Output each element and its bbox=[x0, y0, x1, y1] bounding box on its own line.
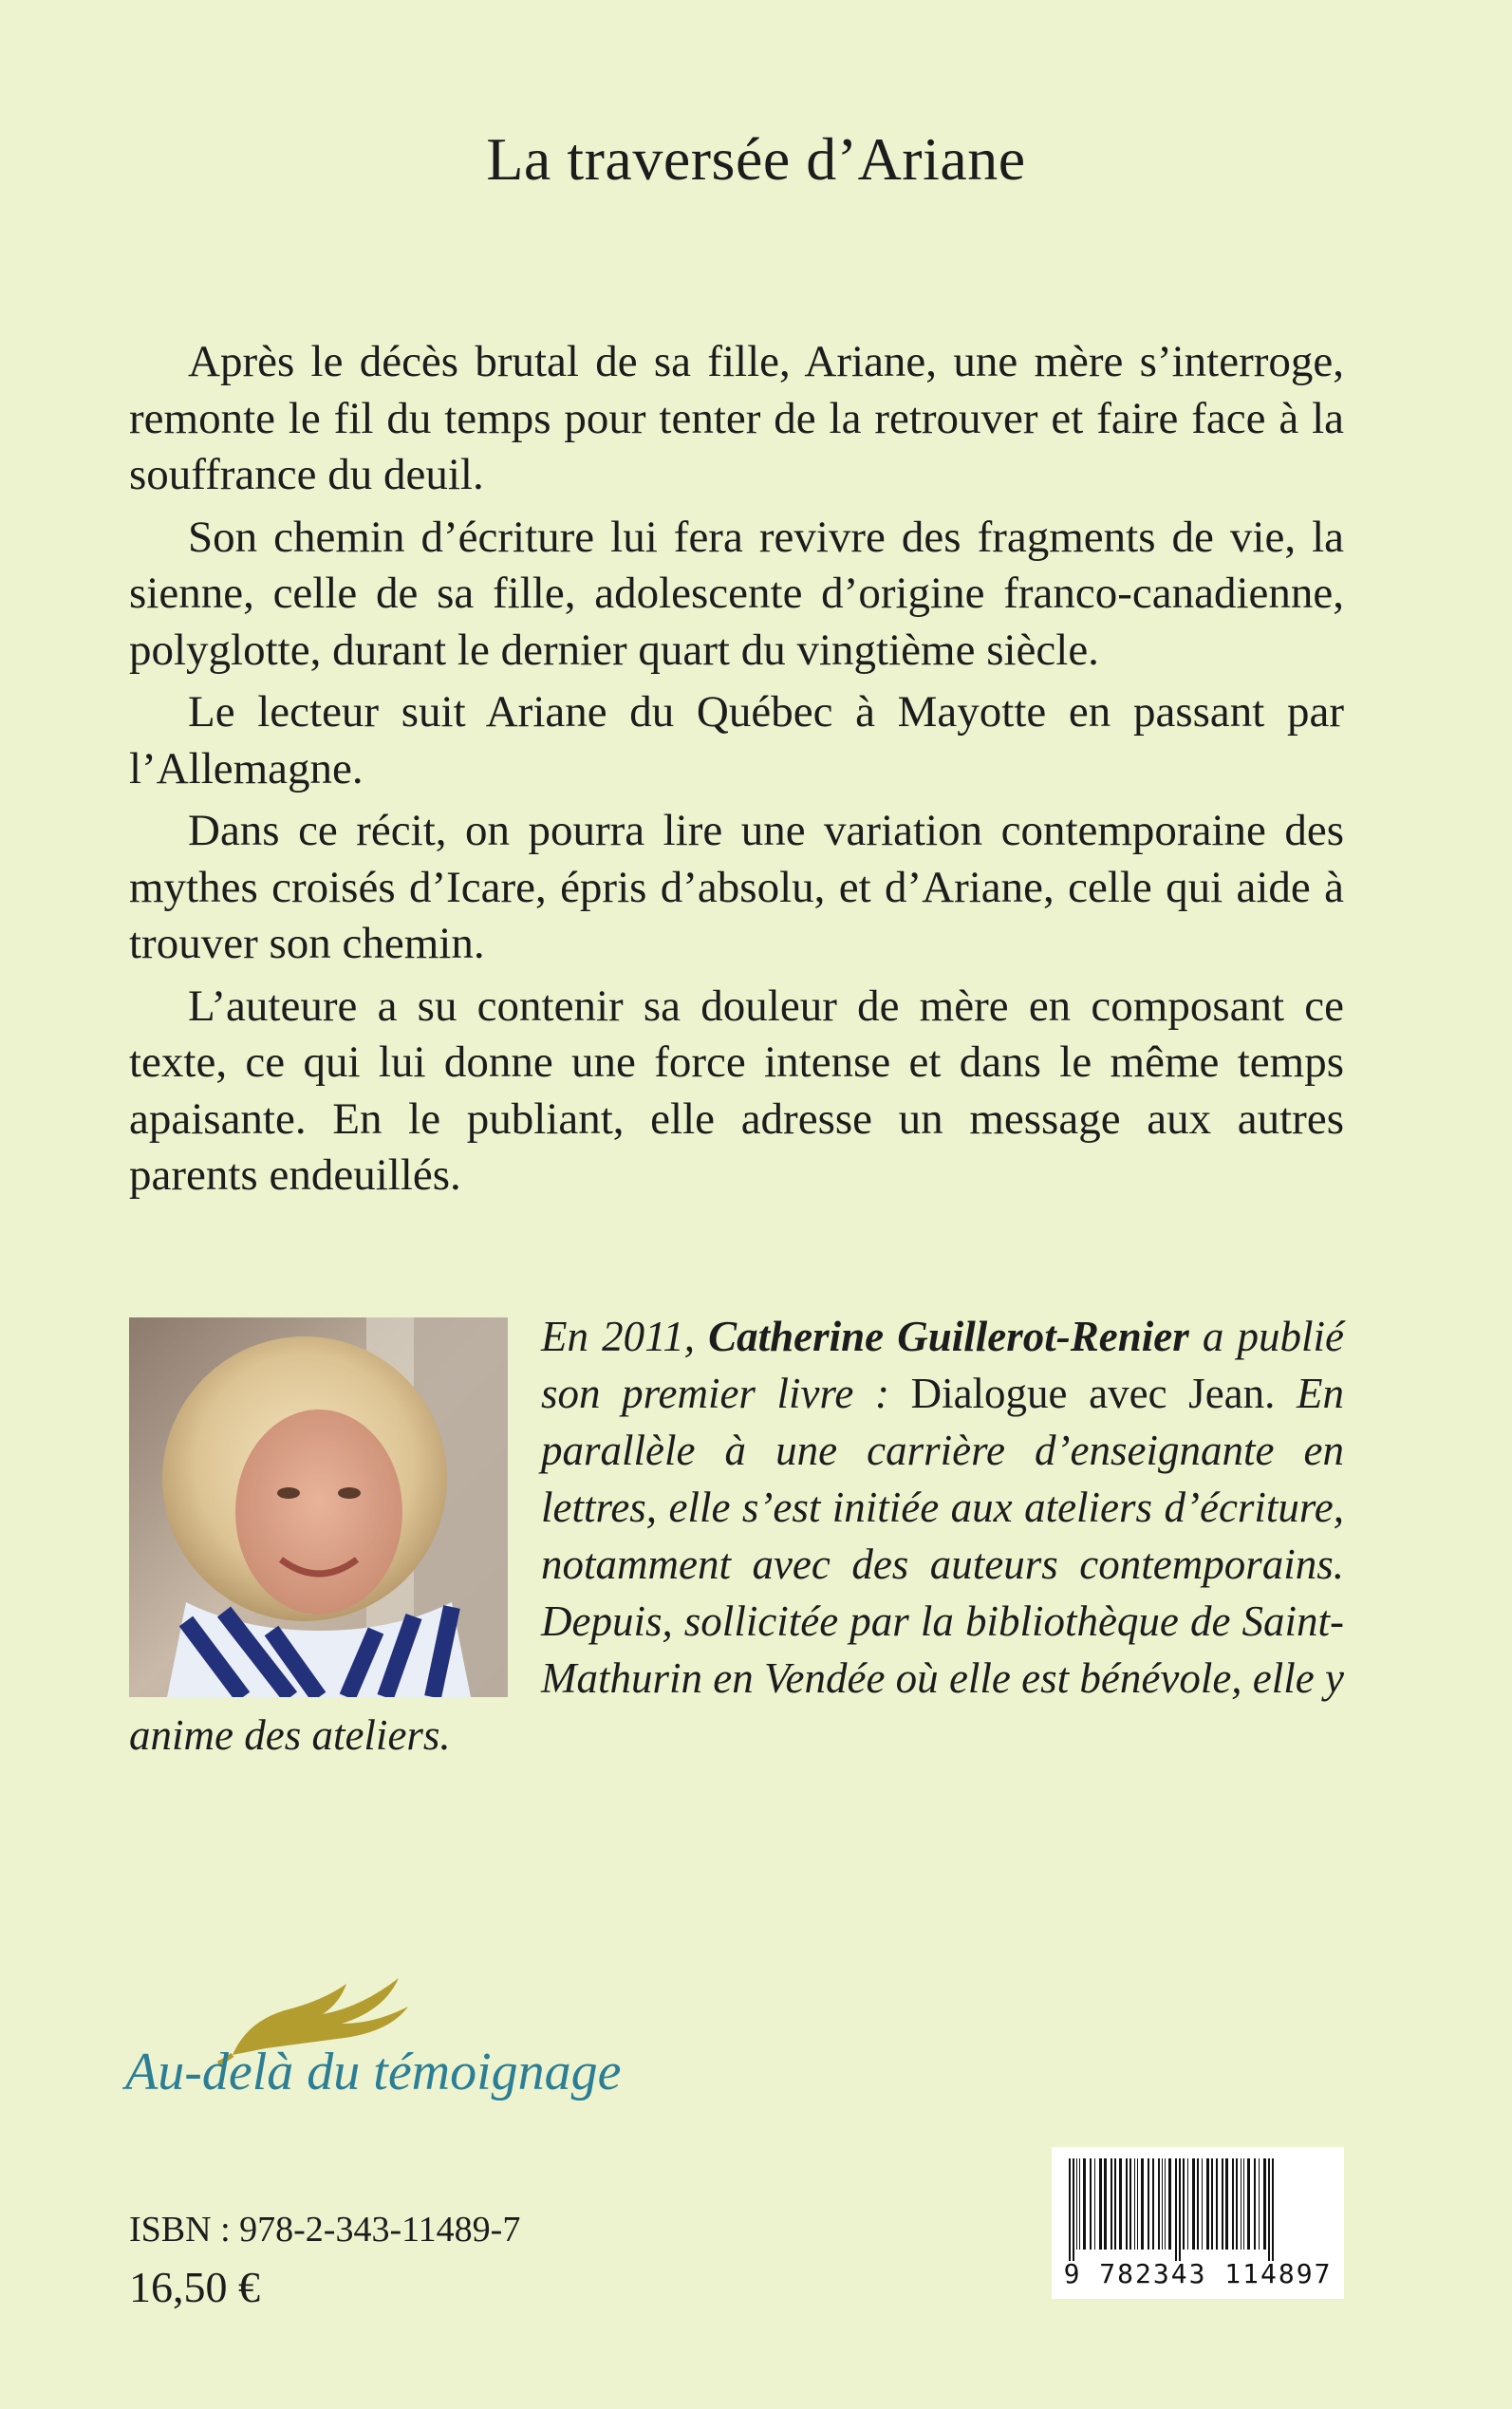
bio-intro: En 2011, bbox=[541, 1313, 709, 1360]
barcode-bar bbox=[1247, 2158, 1250, 2250]
barcode-bar bbox=[1202, 2158, 1203, 2250]
barcode-bar bbox=[1259, 2158, 1260, 2250]
barcode-digits: 9 782343 114897 bbox=[1063, 2258, 1333, 2289]
barcode-bar bbox=[1187, 2158, 1188, 2250]
barcode-bar bbox=[1073, 2158, 1074, 2261]
author-name: Catherine Guillerot-Renier bbox=[708, 1313, 1189, 1360]
collection-name: Au-delà du témoignage bbox=[125, 2043, 622, 2101]
barcode-bar bbox=[1225, 2158, 1228, 2250]
barcode-bar bbox=[1268, 2158, 1270, 2261]
barcode-bar bbox=[1069, 2158, 1071, 2261]
barcode-bar bbox=[1090, 2158, 1092, 2250]
barcode-bar bbox=[1183, 2158, 1185, 2250]
barcode-bars bbox=[1065, 2158, 1331, 2261]
barcode-bar bbox=[1206, 2158, 1209, 2250]
barcode-bar bbox=[1175, 2158, 1177, 2261]
barcode-bar bbox=[1179, 2158, 1181, 2261]
book-title: La traversée d’Ariane bbox=[486, 125, 1026, 193]
summary-paragraph: Après le décès brutal de sa fille, Ariane, une mère s’interroge, remonte le fil du temps pour tenter de la retrouver et faire face à la souffrance du deuil. bbox=[129, 337, 1344, 499]
barcode-bar bbox=[1162, 2158, 1163, 2250]
barcode-bar bbox=[1254, 2158, 1256, 2250]
barcode-bar bbox=[1165, 2158, 1166, 2250]
book-summary bbox=[129, 334, 1344, 1204]
barcode-bar bbox=[1076, 2158, 1077, 2250]
barcode-bar bbox=[1099, 2158, 1102, 2250]
collection-logo bbox=[121, 1965, 622, 2107]
barcode-bar bbox=[1216, 2158, 1218, 2250]
barcode-bar bbox=[1148, 2158, 1149, 2250]
barcode-bar bbox=[1141, 2158, 1144, 2250]
barcode-bar bbox=[1094, 2158, 1095, 2250]
barcode-bar bbox=[1243, 2158, 1244, 2250]
bio-rest: En parallèle à une carrière d’enseignante en lettres, elle s’est initiée aux ateliers d’écriture, notamment avec des auteurs contemporains. Depuis, sollicitée par la bibliothèque de Saint-Mathurin en Vendée où elle est bénévole, elle y anime des ateliers. bbox=[129, 1370, 1345, 1759]
summary-paragraph: Son chemin d’écriture lui fera revivre des fragments de vie, la sienne, celle de sa fille, adolescente d’origine franco-canadienne, polyglotte, durant le dernier quart du vingtième siècle. bbox=[129, 512, 1344, 675]
barcode bbox=[1052, 2147, 1344, 2299]
barcode-bar bbox=[1236, 2158, 1238, 2250]
barcode-bar bbox=[1083, 2158, 1086, 2250]
barcode-bar bbox=[1158, 2158, 1160, 2250]
barcode-bar bbox=[1192, 2158, 1195, 2250]
summary-paragraph: Dans ce récit, on pourra lire une variation contemporaine des mythes croisés d’Icare, épris d’absolu, et d’Ariane, celle qui aide à trouver son chemin. bbox=[129, 806, 1344, 968]
author-bio bbox=[129, 1308, 1344, 1764]
barcode-bar bbox=[1197, 2158, 1199, 2250]
summary-paragraph: L’auteure a su contenir sa douleur de mère en composant ce texte, ce qui lui donne une force intense et dans le même temps apaisante. En le publiant, elle adresse un message aux autres parents endeuillés. bbox=[129, 980, 1344, 1200]
summary-paragraph: Le lecteur suit Ariane du Québec à Mayotte en passant par l’Allemagne. bbox=[129, 687, 1344, 794]
barcode-bar bbox=[1152, 2158, 1154, 2250]
author-photo bbox=[129, 1317, 508, 1697]
barcode-bar bbox=[1104, 2158, 1107, 2250]
barcode-bar bbox=[1119, 2158, 1122, 2250]
barcode-bar bbox=[1134, 2158, 1135, 2250]
barcode-bar bbox=[1114, 2158, 1116, 2250]
barcode-bar bbox=[1137, 2158, 1138, 2250]
barcode-bar bbox=[1111, 2158, 1112, 2250]
barcode-bar bbox=[1232, 2158, 1234, 2250]
barcode-bar bbox=[1211, 2158, 1213, 2250]
bio-published: a publié son premier livre : bbox=[541, 1313, 1344, 1417]
barcode-bar bbox=[1129, 2158, 1131, 2250]
price: 16,50 € bbox=[129, 2263, 260, 2311]
barcode-bar bbox=[1272, 2158, 1274, 2261]
barcode-bar bbox=[1079, 2158, 1080, 2250]
barcode-bar bbox=[1263, 2158, 1266, 2250]
first-book-title: Dialogue avec Jean. bbox=[910, 1370, 1276, 1417]
barcode-bar bbox=[1126, 2158, 1128, 2250]
barcode-bar bbox=[1222, 2158, 1223, 2250]
isbn: ISBN : 978-2-343-11489-7 bbox=[129, 2210, 521, 2250]
barcode-bar bbox=[1168, 2158, 1171, 2250]
author-portrait-image bbox=[129, 1317, 508, 1697]
